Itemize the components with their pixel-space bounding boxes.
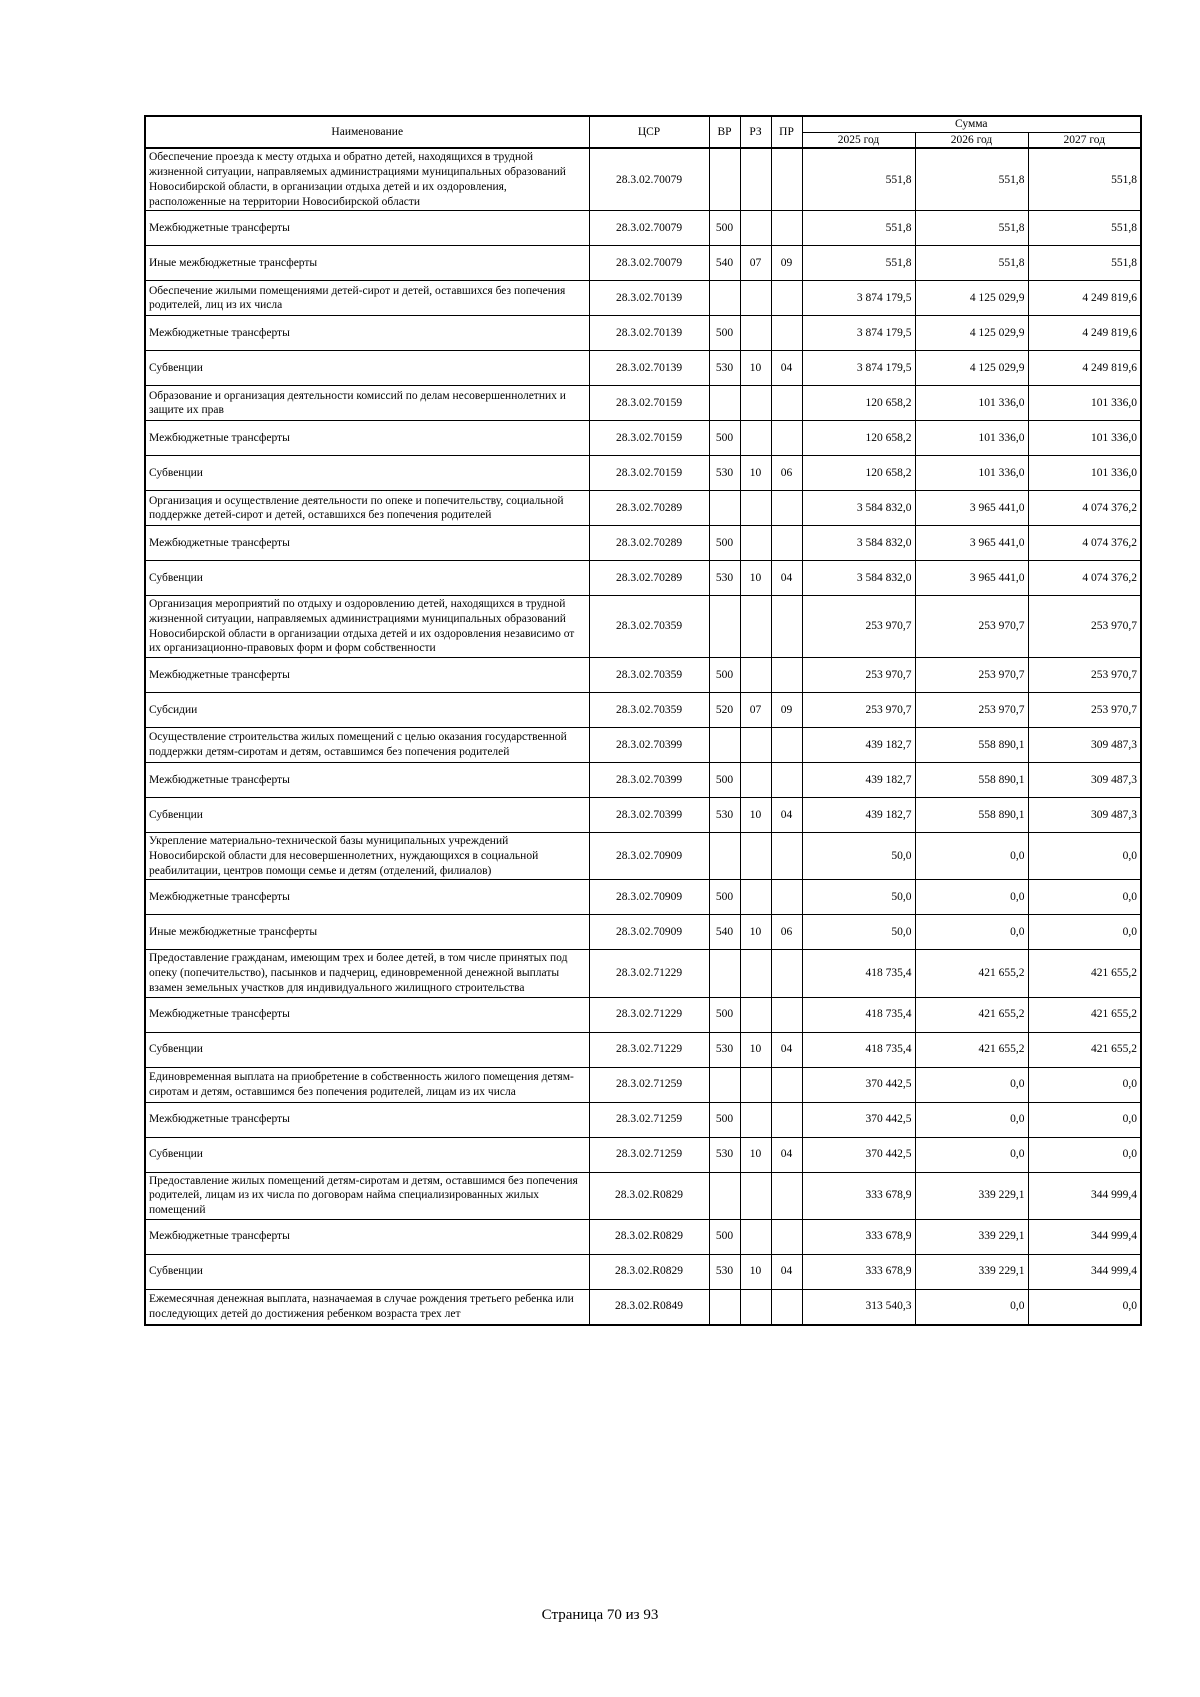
cell-pr: 04 xyxy=(771,1032,802,1067)
cell-csr: 28.3.02.71229 xyxy=(589,997,709,1032)
cell-pr: 04 xyxy=(771,561,802,596)
cell-2026: 558 890,1 xyxy=(915,763,1028,798)
cell-2027: 0,0 xyxy=(1028,833,1141,880)
table-row xyxy=(145,456,1141,491)
cell-2027: 551,8 xyxy=(1028,211,1141,246)
cell-2025: 253 970,7 xyxy=(802,693,915,728)
cell-rz xyxy=(740,1102,771,1137)
cell-pr xyxy=(771,950,802,997)
cell-rz xyxy=(740,833,771,880)
cell-csr: 28.3.02.70159 xyxy=(589,456,709,491)
cell-name: Межбюджетные трансферты xyxy=(145,1102,589,1137)
budget-table xyxy=(144,115,1142,1326)
cell-name: Субвенции xyxy=(145,1254,589,1289)
cell-vr: 500 xyxy=(709,316,740,351)
cell-rz xyxy=(740,658,771,693)
cell-csr: 28.3.02.R0829 xyxy=(589,1254,709,1289)
cell-csr: 28.3.02.70399 xyxy=(589,798,709,833)
cell-pr xyxy=(771,491,802,526)
cell-rz xyxy=(740,596,771,658)
cell-csr: 28.3.02.70289 xyxy=(589,491,709,526)
cell-2026: 3 965 441,0 xyxy=(915,491,1028,526)
cell-rz xyxy=(740,1289,771,1325)
cell-pr xyxy=(771,526,802,561)
cell-vr xyxy=(709,1172,740,1219)
table-row xyxy=(145,316,1141,351)
table-row xyxy=(145,1102,1141,1137)
cell-name: Иные межбюджетные трансферты xyxy=(145,915,589,950)
cell-2025: 333 678,9 xyxy=(802,1254,915,1289)
cell-csr: 28.3.02.70139 xyxy=(589,351,709,386)
table-row xyxy=(145,148,1141,210)
cell-name: Межбюджетные трансферты xyxy=(145,421,589,456)
cell-vr: 500 xyxy=(709,421,740,456)
header-pr: ПР xyxy=(771,116,802,148)
cell-2027: 101 336,0 xyxy=(1028,456,1141,491)
cell-2025: 418 735,4 xyxy=(802,1032,915,1067)
cell-csr: 28.3.02.70359 xyxy=(589,658,709,693)
cell-2025: 120 658,2 xyxy=(802,386,915,421)
cell-pr xyxy=(771,211,802,246)
cell-vr: 500 xyxy=(709,211,740,246)
cell-vr: 500 xyxy=(709,658,740,693)
cell-rz xyxy=(740,763,771,798)
cell-pr xyxy=(771,421,802,456)
table-row xyxy=(145,211,1141,246)
cell-2026: 551,8 xyxy=(915,211,1028,246)
cell-rz: 07 xyxy=(740,693,771,728)
cell-rz: 10 xyxy=(740,1032,771,1067)
cell-2026: 0,0 xyxy=(915,1067,1028,1102)
cell-2026: 421 655,2 xyxy=(915,997,1028,1032)
cell-rz: 07 xyxy=(740,246,771,281)
cell-name: Субвенции xyxy=(145,561,589,596)
cell-vr xyxy=(709,1289,740,1325)
cell-rz: 10 xyxy=(740,351,771,386)
cell-vr xyxy=(709,491,740,526)
cell-vr: 530 xyxy=(709,456,740,491)
header-name: Наименование xyxy=(145,116,589,148)
cell-2026: 253 970,7 xyxy=(915,596,1028,658)
cell-vr: 540 xyxy=(709,915,740,950)
cell-name: Субвенции xyxy=(145,798,589,833)
cell-pr xyxy=(771,148,802,210)
cell-csr: 28.3.02.71259 xyxy=(589,1067,709,1102)
cell-2026: 0,0 xyxy=(915,1289,1028,1325)
header-csr: ЦСР xyxy=(589,116,709,148)
cell-csr: 28.3.02.70399 xyxy=(589,763,709,798)
cell-2026: 0,0 xyxy=(915,1137,1028,1172)
cell-rz xyxy=(740,211,771,246)
cell-pr xyxy=(771,1067,802,1102)
cell-2026: 0,0 xyxy=(915,880,1028,915)
cell-2027: 0,0 xyxy=(1028,880,1141,915)
cell-pr xyxy=(771,1219,802,1254)
table-row xyxy=(145,386,1141,421)
table-row xyxy=(145,1137,1141,1172)
cell-rz: 10 xyxy=(740,798,771,833)
cell-2026: 0,0 xyxy=(915,833,1028,880)
cell-2027: 0,0 xyxy=(1028,1137,1141,1172)
cell-2025: 3 584 832,0 xyxy=(802,491,915,526)
cell-vr: 530 xyxy=(709,351,740,386)
cell-name: Межбюджетные трансферты xyxy=(145,1219,589,1254)
cell-csr: 28.3.02.71229 xyxy=(589,1032,709,1067)
cell-pr xyxy=(771,316,802,351)
cell-2025: 333 678,9 xyxy=(802,1219,915,1254)
cell-2027: 101 336,0 xyxy=(1028,421,1141,456)
cell-vr: 530 xyxy=(709,798,740,833)
cell-2026: 0,0 xyxy=(915,915,1028,950)
table-row xyxy=(145,1067,1141,1102)
cell-2025: 439 182,7 xyxy=(802,763,915,798)
cell-csr: 28.3.02.71229 xyxy=(589,950,709,997)
table-row xyxy=(145,798,1141,833)
cell-rz: 10 xyxy=(740,915,771,950)
cell-rz xyxy=(740,950,771,997)
table-body xyxy=(145,148,1141,1324)
cell-vr xyxy=(709,596,740,658)
cell-pr xyxy=(771,596,802,658)
header-vr: ВР xyxy=(709,116,740,148)
table-row xyxy=(145,351,1141,386)
cell-rz xyxy=(740,1067,771,1102)
cell-2027: 4 074 376,2 xyxy=(1028,526,1141,561)
header-rz: РЗ xyxy=(740,116,771,148)
cell-2027: 4 074 376,2 xyxy=(1028,561,1141,596)
cell-2025: 370 442,5 xyxy=(802,1067,915,1102)
header-year-2027: 2027 год xyxy=(1028,132,1141,148)
cell-2026: 4 125 029,9 xyxy=(915,351,1028,386)
table-row xyxy=(145,728,1141,763)
cell-name: Организация мероприятий по отдыху и оздоровлению детей, находящихся в трудной жизненной ситуации, направляемых администрациями муниципальных образований Новосибирской области в организации отдыха детей и их оздоровления независимо от их организационно-правовых форм и форм собственности xyxy=(145,596,589,658)
cell-name: Укрепление материально-технической базы муниципальных учреждений Новосибирской области для несовершеннолетних, нуждающихся в социальной реабилитации, центров помощи семье и детям (отделений, филиалов) xyxy=(145,833,589,880)
cell-pr xyxy=(771,1289,802,1325)
cell-2027: 344 999,4 xyxy=(1028,1172,1141,1219)
cell-2026: 101 336,0 xyxy=(915,421,1028,456)
cell-vr: 540 xyxy=(709,246,740,281)
cell-rz xyxy=(740,386,771,421)
cell-2026: 3 965 441,0 xyxy=(915,526,1028,561)
cell-2025: 551,8 xyxy=(802,246,915,281)
cell-vr: 520 xyxy=(709,693,740,728)
cell-pr: 04 xyxy=(771,1137,802,1172)
cell-csr: 28.3.02.70159 xyxy=(589,386,709,421)
cell-name: Образование и организация деятельности комиссий по делам несовершеннолетних и защите их прав xyxy=(145,386,589,421)
cell-2026: 421 655,2 xyxy=(915,950,1028,997)
table-row xyxy=(145,526,1141,561)
cell-2027: 309 487,3 xyxy=(1028,728,1141,763)
cell-vr: 530 xyxy=(709,1137,740,1172)
cell-rz xyxy=(740,421,771,456)
cell-vr: 530 xyxy=(709,1254,740,1289)
cell-2027: 551,8 xyxy=(1028,246,1141,281)
table-row xyxy=(145,1172,1141,1219)
cell-pr xyxy=(771,880,802,915)
cell-2026: 551,8 xyxy=(915,148,1028,210)
cell-pr xyxy=(771,1102,802,1137)
cell-pr: 04 xyxy=(771,351,802,386)
cell-2026: 339 229,1 xyxy=(915,1254,1028,1289)
cell-csr: 28.3.02.70909 xyxy=(589,915,709,950)
cell-rz xyxy=(740,880,771,915)
cell-2026: 558 890,1 xyxy=(915,728,1028,763)
cell-rz: 10 xyxy=(740,1137,771,1172)
cell-name: Субсидии xyxy=(145,693,589,728)
cell-pr xyxy=(771,281,802,316)
cell-2026: 339 229,1 xyxy=(915,1172,1028,1219)
table-row xyxy=(145,491,1141,526)
cell-2025: 418 735,4 xyxy=(802,997,915,1032)
cell-name: Организация и осуществление деятельности по опеке и попечительству, социальной поддержке детей-сирот и детей, оставшихся без попечения родителей xyxy=(145,491,589,526)
table-row xyxy=(145,1219,1141,1254)
cell-name: Иные межбюджетные трансферты xyxy=(145,246,589,281)
cell-vr: 500 xyxy=(709,763,740,798)
cell-csr: 28.3.02.71259 xyxy=(589,1137,709,1172)
cell-rz xyxy=(740,316,771,351)
page-number: Страница 70 из 93 xyxy=(541,1607,659,1623)
cell-name: Субвенции xyxy=(145,1137,589,1172)
cell-vr: 500 xyxy=(709,1102,740,1137)
table-row xyxy=(145,1289,1141,1325)
cell-vr xyxy=(709,148,740,210)
cell-vr xyxy=(709,728,740,763)
cell-name: Единовременная выплата на приобретение в собственность жилого помещения детям-сиротам и детям, оставшимся без попечения родителей, лицам из их числа xyxy=(145,1067,589,1102)
cell-rz: 10 xyxy=(740,456,771,491)
table-row xyxy=(145,281,1141,316)
cell-2027: 421 655,2 xyxy=(1028,950,1141,997)
table-row xyxy=(145,596,1141,658)
cell-name: Осуществление строительства жилых помещений с целью оказания государственной поддержки детям-сиротам и детям, оставшимся без попечения родителей xyxy=(145,728,589,763)
cell-vr: 530 xyxy=(709,561,740,596)
cell-2026: 4 125 029,9 xyxy=(915,316,1028,351)
cell-pr xyxy=(771,833,802,880)
cell-name: Межбюджетные трансферты xyxy=(145,526,589,561)
cell-2026: 253 970,7 xyxy=(915,693,1028,728)
cell-csr: 28.3.02.R0829 xyxy=(589,1219,709,1254)
cell-name: Обеспечение жилыми помещениями детей-сирот и детей, оставшихся без попечения родителей, лиц из их числа xyxy=(145,281,589,316)
cell-name: Предоставление гражданам, имеющим трех и более детей, в том числе принятых под опеку (попечительство), пасынков и падчериц, единовременной денежной выплаты взамен земельных участков для индивидуального жилищного строительства xyxy=(145,950,589,997)
cell-pr xyxy=(771,658,802,693)
table-row xyxy=(145,693,1141,728)
cell-2027: 421 655,2 xyxy=(1028,1032,1141,1067)
cell-2026: 551,8 xyxy=(915,246,1028,281)
cell-pr: 04 xyxy=(771,798,802,833)
cell-2025: 3 874 179,5 xyxy=(802,281,915,316)
cell-name: Предоставление жилых помещений детям-сиротам и детям, оставшимся без попечения родителей, лицам из их числа по договорам найма специализированных жилых помещений xyxy=(145,1172,589,1219)
table-row xyxy=(145,246,1141,281)
cell-2025: 120 658,2 xyxy=(802,456,915,491)
cell-csr: 28.3.02.70079 xyxy=(589,211,709,246)
cell-name: Субвенции xyxy=(145,456,589,491)
cell-2027: 4 074 376,2 xyxy=(1028,491,1141,526)
cell-rz xyxy=(740,491,771,526)
cell-2026: 3 965 441,0 xyxy=(915,561,1028,596)
cell-2027: 0,0 xyxy=(1028,1289,1141,1325)
cell-vr xyxy=(709,281,740,316)
cell-2027: 253 970,7 xyxy=(1028,658,1141,693)
cell-2025: 253 970,7 xyxy=(802,658,915,693)
cell-2027: 253 970,7 xyxy=(1028,596,1141,658)
cell-2027: 421 655,2 xyxy=(1028,997,1141,1032)
cell-2026: 421 655,2 xyxy=(915,1032,1028,1067)
cell-2027: 551,8 xyxy=(1028,148,1141,210)
cell-2025: 333 678,9 xyxy=(802,1172,915,1219)
cell-csr: 28.3.02.R0849 xyxy=(589,1289,709,1325)
cell-2025: 3 874 179,5 xyxy=(802,316,915,351)
cell-name: Субвенции xyxy=(145,351,589,386)
table-row xyxy=(145,915,1141,950)
cell-2027: 4 249 819,6 xyxy=(1028,281,1141,316)
cell-csr: 28.3.02.70909 xyxy=(589,833,709,880)
header-sum: Сумма xyxy=(802,116,1141,132)
cell-2026: 253 970,7 xyxy=(915,658,1028,693)
cell-2025: 3 874 179,5 xyxy=(802,351,915,386)
table-row xyxy=(145,997,1141,1032)
cell-csr: 28.3.02.70079 xyxy=(589,246,709,281)
cell-2025: 50,0 xyxy=(802,915,915,950)
cell-2025: 50,0 xyxy=(802,833,915,880)
cell-rz: 10 xyxy=(740,561,771,596)
cell-csr: 28.3.02.70289 xyxy=(589,526,709,561)
cell-2027: 4 249 819,6 xyxy=(1028,351,1141,386)
cell-vr: 500 xyxy=(709,880,740,915)
cell-vr xyxy=(709,1067,740,1102)
table-row xyxy=(145,658,1141,693)
cell-vr xyxy=(709,950,740,997)
cell-csr: 28.3.02.70359 xyxy=(589,596,709,658)
table-row xyxy=(145,561,1141,596)
header-year-2025: 2025 год xyxy=(802,132,915,148)
cell-name: Межбюджетные трансферты xyxy=(145,880,589,915)
header-year-2026: 2026 год xyxy=(915,132,1028,148)
cell-2025: 120 658,2 xyxy=(802,421,915,456)
cell-pr xyxy=(771,386,802,421)
cell-csr: 28.3.02.70359 xyxy=(589,693,709,728)
cell-vr xyxy=(709,386,740,421)
cell-csr: 28.3.02.70139 xyxy=(589,316,709,351)
cell-2027: 309 487,3 xyxy=(1028,798,1141,833)
table-row xyxy=(145,421,1141,456)
cell-csr: 28.3.02.R0829 xyxy=(589,1172,709,1219)
cell-csr: 28.3.02.70159 xyxy=(589,421,709,456)
cell-csr: 28.3.02.70399 xyxy=(589,728,709,763)
cell-pr: 04 xyxy=(771,1254,802,1289)
cell-2027: 253 970,7 xyxy=(1028,693,1141,728)
table-row xyxy=(145,833,1141,880)
cell-2026: 339 229,1 xyxy=(915,1219,1028,1254)
cell-2025: 50,0 xyxy=(802,880,915,915)
cell-name: Межбюджетные трансферты xyxy=(145,316,589,351)
cell-pr xyxy=(771,763,802,798)
cell-rz: 10 xyxy=(740,1254,771,1289)
cell-vr: 530 xyxy=(709,1032,740,1067)
cell-rz xyxy=(740,1219,771,1254)
cell-pr xyxy=(771,997,802,1032)
cell-2027: 309 487,3 xyxy=(1028,763,1141,798)
cell-2027: 0,0 xyxy=(1028,915,1141,950)
cell-rz xyxy=(740,997,771,1032)
cell-vr: 500 xyxy=(709,526,740,561)
cell-name: Ежемесячная денежная выплата, назначаемая в случае рождения третьего ребенка или последующих детей до достижения ребенком возраста трех лет xyxy=(145,1289,589,1325)
cell-pr xyxy=(771,728,802,763)
cell-vr xyxy=(709,833,740,880)
cell-name: Межбюджетные трансферты xyxy=(145,763,589,798)
cell-csr: 28.3.02.70139 xyxy=(589,281,709,316)
cell-2027: 344 999,4 xyxy=(1028,1219,1141,1254)
cell-2025: 439 182,7 xyxy=(802,798,915,833)
cell-2025: 370 442,5 xyxy=(802,1137,915,1172)
table-row xyxy=(145,1254,1141,1289)
cell-name: Межбюджетные трансферты xyxy=(145,211,589,246)
cell-2025: 418 735,4 xyxy=(802,950,915,997)
cell-pr: 06 xyxy=(771,915,802,950)
cell-name: Субвенции xyxy=(145,1032,589,1067)
cell-vr: 500 xyxy=(709,1219,740,1254)
cell-2027: 101 336,0 xyxy=(1028,386,1141,421)
cell-2027: 0,0 xyxy=(1028,1067,1141,1102)
cell-2026: 101 336,0 xyxy=(915,386,1028,421)
cell-2025: 3 584 832,0 xyxy=(802,561,915,596)
cell-2025: 551,8 xyxy=(802,148,915,210)
cell-csr: 28.3.02.70079 xyxy=(589,148,709,210)
cell-pr: 09 xyxy=(771,693,802,728)
cell-rz xyxy=(740,526,771,561)
cell-rz xyxy=(740,1172,771,1219)
table-row xyxy=(145,950,1141,997)
cell-csr: 28.3.02.71259 xyxy=(589,1102,709,1137)
cell-2025: 3 584 832,0 xyxy=(802,526,915,561)
cell-2025: 313 540,3 xyxy=(802,1289,915,1325)
cell-rz xyxy=(740,148,771,210)
cell-2026: 0,0 xyxy=(915,1102,1028,1137)
cell-name: Обеспечение проезда к месту отдыха и обратно детей, находящихся в трудной жизненной ситуации, направляемых администрациями муниципальных образований Новосибирской области, в организации отдыха детей и их оздоровления, расположенные на территории Новосибирской области xyxy=(145,148,589,210)
cell-2025: 551,8 xyxy=(802,211,915,246)
cell-csr: 28.3.02.70289 xyxy=(589,561,709,596)
cell-pr: 06 xyxy=(771,456,802,491)
cell-rz xyxy=(740,281,771,316)
table-row xyxy=(145,763,1141,798)
cell-2026: 4 125 029,9 xyxy=(915,281,1028,316)
cell-2025: 439 182,7 xyxy=(802,728,915,763)
cell-rz xyxy=(740,728,771,763)
cell-2025: 370 442,5 xyxy=(802,1102,915,1137)
cell-pr xyxy=(771,1172,802,1219)
table-row xyxy=(145,1032,1141,1067)
cell-2025: 253 970,7 xyxy=(802,596,915,658)
table-row xyxy=(145,880,1141,915)
cell-vr: 500 xyxy=(709,997,740,1032)
cell-pr: 09 xyxy=(771,246,802,281)
cell-name: Межбюджетные трансферты xyxy=(145,997,589,1032)
cell-2027: 344 999,4 xyxy=(1028,1254,1141,1289)
cell-2026: 558 890,1 xyxy=(915,798,1028,833)
cell-csr: 28.3.02.70909 xyxy=(589,880,709,915)
cell-name: Межбюджетные трансферты xyxy=(145,658,589,693)
cell-2027: 0,0 xyxy=(1028,1102,1141,1137)
cell-2026: 101 336,0 xyxy=(915,456,1028,491)
cell-2027: 4 249 819,6 xyxy=(1028,316,1141,351)
